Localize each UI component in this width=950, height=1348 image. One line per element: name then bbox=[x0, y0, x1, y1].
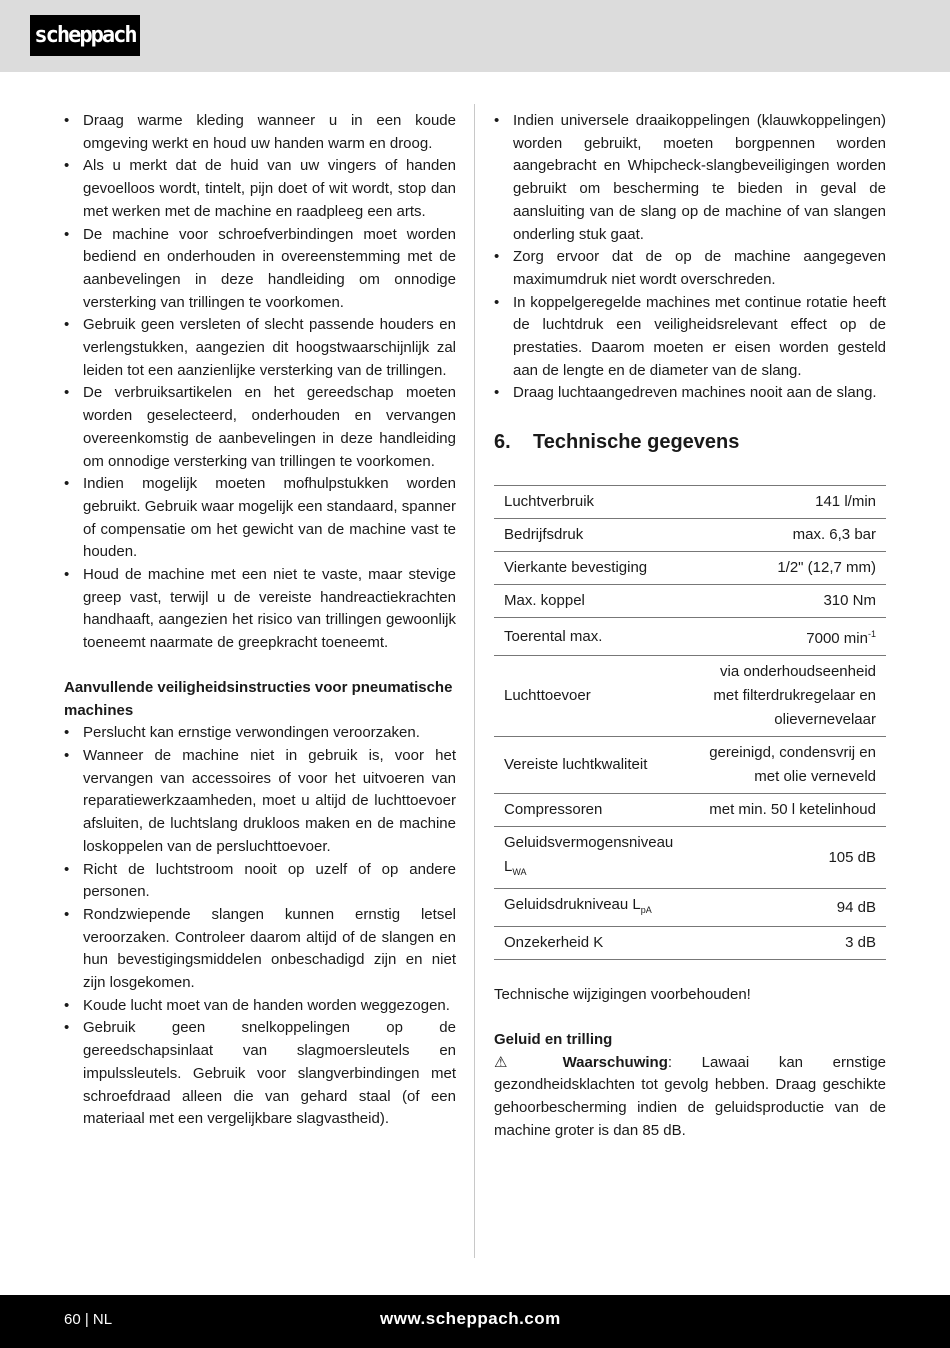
list-item bbox=[64, 224, 456, 315]
spec-label: Toerental max. bbox=[494, 618, 694, 656]
spec-value: gereinigd, condensvrij en met olie verneveld bbox=[694, 737, 886, 794]
spec-value: via onderhoudseenheid met filterdrukregelaar en olievernevelaar bbox=[694, 656, 886, 737]
spec-label: Vereiste luchtkwaliteit bbox=[494, 737, 694, 794]
list-item-text: Indien mogelijk moeten mofhulpstukken worden gebruikt. Gebruik waar mogelijk een standaard, spanner of compensatie om het gewicht van de machine vast te houden. bbox=[83, 475, 456, 561]
spec-label: Onzekerheid K bbox=[494, 927, 694, 960]
column-divider bbox=[474, 104, 475, 1258]
spec-value: 1/2" (12,7 mm) bbox=[694, 552, 886, 585]
vibration-safety-list bbox=[64, 110, 456, 655]
spec-row bbox=[494, 889, 886, 927]
spec-label: Bedrijfsdruk bbox=[494, 519, 694, 552]
list-item-text: Richt de luchtstroom nooit op uzelf of op andere personen. bbox=[83, 860, 456, 901]
list-item bbox=[494, 246, 886, 291]
section-title: Technische gegevens bbox=[533, 431, 740, 454]
spec-row bbox=[494, 794, 886, 827]
list-item bbox=[64, 745, 456, 859]
noise-heading: Geluid en trilling bbox=[494, 1030, 613, 1048]
bullet-icon: • bbox=[64, 475, 70, 493]
warning-triangle-icon: ⚠ bbox=[494, 1053, 533, 1071]
list-item bbox=[494, 110, 886, 246]
bullet-icon: • bbox=[64, 724, 70, 742]
list-item-text: Indien universele draaikoppelingen (klauwkoppelingen) worden gebruikt, moeten borgpennen worden aangebracht en Whipcheck-slangbeveiligingen worden gebruikt om bescherming te bieden in geval de aansluiting van de slang op de machine of van slangen onderling stuk gaat. bbox=[513, 112, 886, 243]
spec-value: max. 6,3 bar bbox=[694, 519, 886, 552]
spec-value: 7000 $\min^{-1}$ bbox=[694, 618, 886, 656]
bullet-icon: • bbox=[64, 860, 70, 878]
bullet-icon: • bbox=[494, 293, 500, 311]
list-item bbox=[64, 314, 456, 382]
bullet-icon: • bbox=[64, 157, 70, 175]
list-item-text: Draag luchtaangedreven machines nooit aan de slang. bbox=[513, 384, 877, 402]
list-item bbox=[64, 110, 456, 155]
list-item-text: Houd de machine met een niet te vaste, maar stevige greep vast, terwijl u de vereiste handreactiekrachten handhaaft, aangezien het risico van trillingen gewoonlijk toeneemt naarmate de greepkracht toeneemt. bbox=[83, 566, 456, 652]
list-item bbox=[64, 155, 456, 223]
list-item bbox=[64, 722, 456, 745]
spec-row bbox=[494, 737, 886, 794]
list-item-text: Perslucht kan ernstige verwondingen veroorzaken. bbox=[83, 724, 420, 742]
list-item bbox=[64, 859, 456, 904]
bullet-icon: • bbox=[494, 384, 500, 402]
spec-row bbox=[494, 656, 886, 737]
list-item bbox=[64, 564, 456, 655]
list-item bbox=[64, 473, 456, 564]
spec-label: Vierkante bevestiging bbox=[494, 552, 694, 585]
list-item-text: Koude lucht moet van de handen worden weggezogen. bbox=[83, 996, 450, 1014]
spec-value: 3 dB bbox=[694, 927, 886, 960]
list-item-text: Als u merkt dat de huid van uw vingers of handen gevoelloos wordt, tintelt, pijn doet of wit wordt, stop dan met werken met de machine en raadpleeg een arts. bbox=[83, 157, 456, 220]
warning-text: : Lawaai kan ernstige gezondheidsklachten tot gevolg hebben. Draag geschikte gehoorbescherming indien de geluidsproductie van de machine groter is dan 85 dB. bbox=[494, 1053, 886, 1139]
spec-row bbox=[494, 585, 886, 618]
list-item-text: Rondzwiepende slangen kunnen ernstig letsel veroorzaken. Controleer daarom altijd of de slangen en hun bevestigingsmiddelen onbeschadigd zijn en niet zijn losgekomen. bbox=[83, 905, 456, 992]
scheppach-logo: scheppach bbox=[30, 15, 140, 56]
list-item-text: Draag warme kleding wanneer u in een koude omgeving werkt en houd uw handen warm en droog. bbox=[83, 112, 456, 152]
list-item-text: De verbruiksartikelen en het gereedschap moeten worden geselecteerd, onderhouden en vervangen overeenkomstig de aanbevelingen in deze handleiding om onnodige versterking van trillingen te voorkomen. bbox=[83, 384, 456, 470]
list-item-text: Wanneer de machine niet in gebruik is, voor het vervangen van accessoires of voor het uitvoeren van reparatiewerkzaamheden, moet u altijd de luchttoevoer afsluiten, de luchtslang drukloos maken en de machine loskoppelen van de persluchttoevoer. bbox=[83, 746, 456, 855]
list-item bbox=[64, 382, 456, 473]
bullet-icon: • bbox=[64, 1019, 70, 1037]
list-item-text: Gebruik geen versleten of slecht passende houders en verlengstukken, aangezien dit hoogstwaarschijnlijk zal leiden tot een aanzienlijke versterking van de trillingen. bbox=[83, 316, 456, 379]
section-number: 6. bbox=[494, 431, 511, 454]
page-number: 60 | NL bbox=[64, 1311, 113, 1328]
list-item bbox=[64, 995, 456, 1018]
pneumatic-safety-heading: Aanvullende veiligheidsinstructies voor pneumatische machines bbox=[64, 678, 453, 719]
spec-row bbox=[494, 519, 886, 552]
list-item bbox=[494, 382, 886, 405]
left-column bbox=[64, 110, 456, 1131]
list-item-text: Gebruik geen snelkoppelingen op de gereedschapsinlaat van slagmoersleutels en impulssleutels. Gebruik voor slangverbindingen met schroefdraad alleen die van gehard staal (of een materiaal met een vergelijkbare slagvastheid). bbox=[83, 1019, 456, 1128]
spec-value: 105 dB bbox=[694, 827, 886, 889]
pneumatic-safety-list bbox=[64, 722, 456, 1131]
bullet-icon: • bbox=[64, 316, 70, 334]
right-column bbox=[494, 110, 886, 1142]
list-item-text: Zorg ervoor dat de op de machine aangegeven maximumdruk niet wordt overschreden. bbox=[513, 248, 886, 288]
spec-row bbox=[494, 486, 886, 519]
spec-value: 141 l/min bbox=[694, 486, 886, 519]
spec-label: Luchtverbruik bbox=[494, 486, 694, 519]
spec-label: Luchttoevoer bbox=[494, 656, 694, 737]
list-item bbox=[64, 904, 456, 995]
spec-row bbox=[494, 618, 886, 656]
page-footer bbox=[0, 1295, 950, 1348]
bullet-icon: • bbox=[64, 996, 70, 1014]
page-number-value: 60 bbox=[64, 1311, 81, 1328]
bullet-icon: • bbox=[494, 112, 500, 129]
spec-label: Geluidsdrukniveau $L_{pA}$ bbox=[494, 889, 694, 927]
spec-value: 94 dB bbox=[694, 889, 886, 927]
list-item bbox=[64, 1017, 456, 1131]
spec-row bbox=[494, 552, 886, 585]
spec-row bbox=[494, 827, 886, 889]
spec-label: Geluidsvermogensniveau $L_{WA}$ bbox=[494, 827, 694, 889]
bullet-icon: • bbox=[64, 566, 70, 584]
warning-label: Waarschuwing bbox=[562, 1053, 668, 1071]
list-item bbox=[494, 292, 886, 383]
language-code: NL bbox=[92, 1311, 113, 1328]
bullet-icon: • bbox=[64, 225, 70, 243]
spec-label: Max. koppel bbox=[494, 585, 694, 618]
noise-warning bbox=[494, 1052, 886, 1143]
spec-value: met min. 50 l ketelinhoud bbox=[694, 794, 886, 827]
list-item-text: De machine voor schroefverbindingen moet worden bediend en onderhouden in overeenstemming met de aanbevelingen in deze handleiding om onnodige versterking van trillingen te voorkomen. bbox=[83, 225, 456, 311]
bullet-icon: • bbox=[64, 746, 70, 764]
bullet-icon: • bbox=[64, 905, 70, 923]
bullet-icon: • bbox=[64, 112, 70, 129]
specs-table bbox=[494, 485, 886, 960]
website-link[interactable]: www.scheppach.com bbox=[380, 1309, 561, 1328]
bullet-icon: • bbox=[494, 248, 500, 266]
spec-label: Compressoren bbox=[494, 794, 694, 827]
spec-row bbox=[494, 927, 886, 960]
page-header bbox=[0, 0, 950, 72]
spec-value: 310 Nm bbox=[694, 585, 886, 618]
bullet-icon: • bbox=[64, 384, 70, 402]
section-heading bbox=[494, 427, 886, 457]
changes-note: Technische wijzigingen voorbehouden! bbox=[494, 986, 751, 1004]
list-item-text: In koppelgeregelde machines met continue rotatie heeft de luchtdruk een veiligheidsrelevant effect op de prestaties. Daarom moeten er eisen worden gesteld aan de lengte en de diameter van de slang. bbox=[513, 293, 886, 379]
hose-safety-list bbox=[494, 110, 886, 405]
